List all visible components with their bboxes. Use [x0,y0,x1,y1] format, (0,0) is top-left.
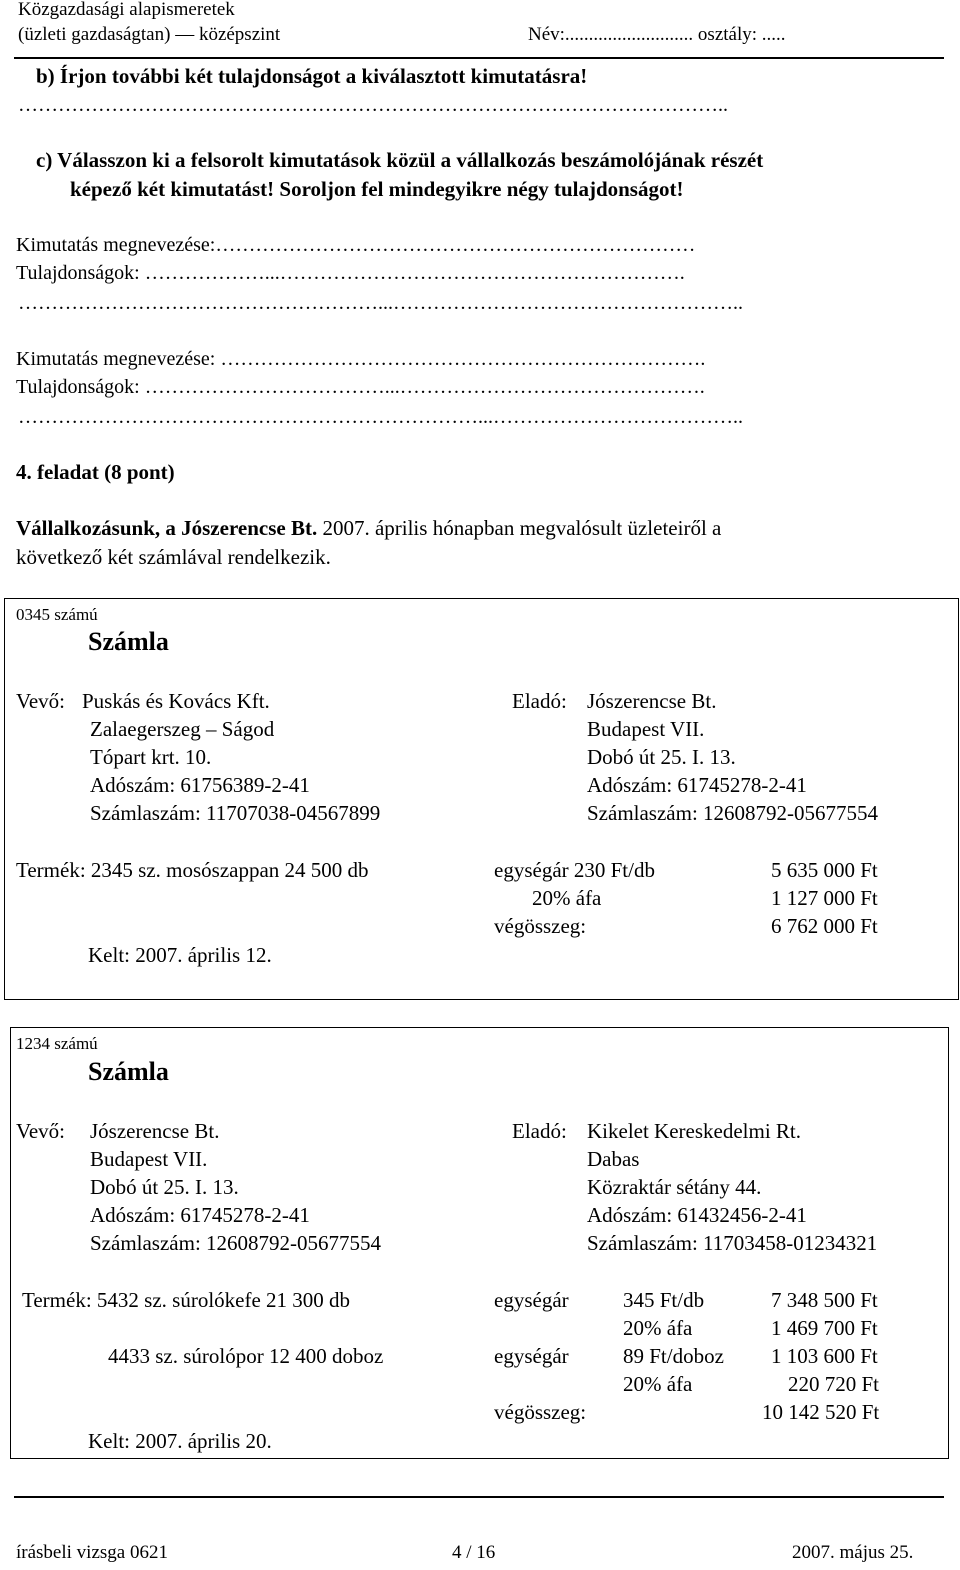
invoice-1-product: Termék: 2345 sz. mosószappan 24 500 db [16,858,369,882]
invoice-1-total: 6 762 000 Ft [771,914,878,938]
statement-name-1[interactable]: Kimutatás megnevezése:……………………………………………………………… [16,234,696,256]
invoice-2-buyer-label: Vevő: [16,1119,65,1143]
task-intro-rest: 2007. április hónapban megvalósult üzleteiről a [317,516,722,540]
invoice-1-buyer-city: Zalaegerszeg – Ságod [90,717,275,741]
properties-2[interactable]: Tulajdonságok: ………………………………...………………………………………. [16,376,705,398]
footer-date: 2007. május 25. [792,1542,914,1563]
invoice-2-seller-label: Eladó: [512,1119,567,1143]
question-c-line1: c) Válasszon ki a felsorolt kimutatások közül a vállalkozás beszámolójának részét [36,148,764,172]
task-title: 4. feladat (8 pont) [16,460,175,484]
footer-page-number: 4 / 16 [452,1542,496,1563]
invoice-1-seller-city: Budapest VII. [587,717,705,741]
invoice-1-seller-account: Számlaszám: 12608792-05677554 [587,801,879,825]
invoice-2-p2-net: 1 103 600 Ft [771,1344,878,1368]
invoice-2-seller-account: Számlaszám: 11703458-01234321 [587,1231,878,1255]
invoice-1-date: Kelt: 2007. április 12. [88,943,272,967]
invoice-2-buyer-street: Dobó út 25. I. 13. [90,1175,239,1199]
footer-exam-code: írásbeli vizsga 0621 [16,1542,168,1563]
properties-2-dots[interactable]: ……………………………………………………………...……………………………….. [18,406,743,428]
question-c-line2: képező két kimutatást! Soroljon fel mindegyikre négy tulajdonságot! [70,177,684,201]
invoice-2-buyer-city: Budapest VII. [90,1147,208,1171]
invoice-1-number: 0345 számú [16,605,98,624]
header-rule [14,57,944,59]
invoice-1-buyer-account: Számlaszám: 11707038-04567899 [90,801,381,825]
properties-1[interactable]: Tulajdonságok: ………………...……………………………………………………. [16,262,685,284]
invoice-1 [4,598,959,1000]
invoice-1-buyer-label: Vevő: [16,689,65,713]
invoice-2-p2-unit: 89 Ft/doboz [623,1344,724,1368]
invoice-1-vat-label: 20% áfa [532,886,602,910]
invoice-1-vat: 1 127 000 Ft [771,886,878,910]
invoice-2-buyer-tax: Adószám: 61745278-2-41 [90,1203,310,1227]
invoice-2-p1-vat-label: 20% áfa [623,1316,693,1340]
invoice-2-product-1: Termék: 5432 sz. súrolókefe 21 300 db [22,1288,351,1312]
invoice-2-p1-unit: 345 Ft/db [623,1288,705,1312]
header-level: (üzleti gazdaságtan) — középszint [18,24,281,45]
answer-line-b[interactable]: …………………………………………………………………………………………….. [18,94,728,116]
invoice-2-total-label: végösszeg: [494,1400,587,1424]
statement-name-2[interactable]: Kimutatás megnevezése: ………………………………………………………………. [16,348,706,370]
invoice-1-buyer-name: Puskás és Kovács Kft. [82,689,270,713]
invoice-2-number: 1234 számú [16,1034,98,1053]
invoice-1-title: Számla [88,627,169,656]
invoice-1-seller-label: Eladó: [512,689,567,713]
invoice-2-product-2: 4433 sz. súrolópor 12 400 doboz [108,1344,384,1368]
invoice-2-seller-street: Közraktár sétány 44. [587,1175,762,1199]
invoice-1-buyer-tax: Adószám: 61756389-2-41 [90,773,310,797]
invoice-1-total-label: végösszeg: [494,914,587,938]
task-intro-line2: következő két számlával rendelkezik. [16,545,331,569]
task-intro-line1 [16,516,721,541]
invoice-2-total: 10 142 520 Ft [762,1400,880,1424]
task-intro-company: Vállalkozásunk, a Jószerencse Bt. [16,516,318,540]
invoice-2-p2-unit-label: egységár [494,1344,569,1368]
invoice-2-p2-vat: 220 720 Ft [788,1372,880,1396]
invoice-2-date: Kelt: 2007. április 20. [88,1429,272,1453]
invoice-1-unit-price: egységár 230 Ft/db [494,858,655,882]
invoice-2-buyer-account: Számlaszám: 12608792-05677554 [90,1231,382,1255]
invoice-1-seller-street: Dobó út 25. I. 13. [587,745,736,769]
invoice-2-seller-tax: Adószám: 61432456-2-41 [587,1203,807,1227]
footer-rule [14,1496,944,1498]
invoice-2-p1-unit-label: egységár [494,1288,569,1312]
invoice-1-seller-name: Jószerencse Bt. [587,689,717,713]
properties-1-dots[interactable]: ………………………………………………...…………………………………………….. [18,292,743,314]
invoice-2-seller-name: Kikelet Kereskedelmi Rt. [587,1119,802,1143]
header-subject: Közgazdasági alapismeretek [18,0,235,20]
invoice-2-title: Számla [88,1057,169,1086]
invoice-2-buyer-name: Jószerencse Bt. [90,1119,220,1143]
invoice-2-p1-vat: 1 469 700 Ft [771,1316,878,1340]
invoice-2-seller-city: Dabas [587,1147,640,1171]
invoice-1-net: 5 635 000 Ft [771,858,878,882]
invoice-1-seller-tax: Adószám: 61745278-2-41 [587,773,807,797]
question-b: b) Írjon további két tulajdonságot a kiválasztott kimutatásra! [36,64,588,88]
invoice-1-buyer-street: Tópart krt. 10. [90,745,212,769]
header-name-field[interactable]: Név:........................... osztály: ..... [528,24,786,45]
invoice-2-p1-net: 7 348 500 Ft [771,1288,878,1312]
invoice-2-p2-vat-label: 20% áfa [623,1372,693,1396]
